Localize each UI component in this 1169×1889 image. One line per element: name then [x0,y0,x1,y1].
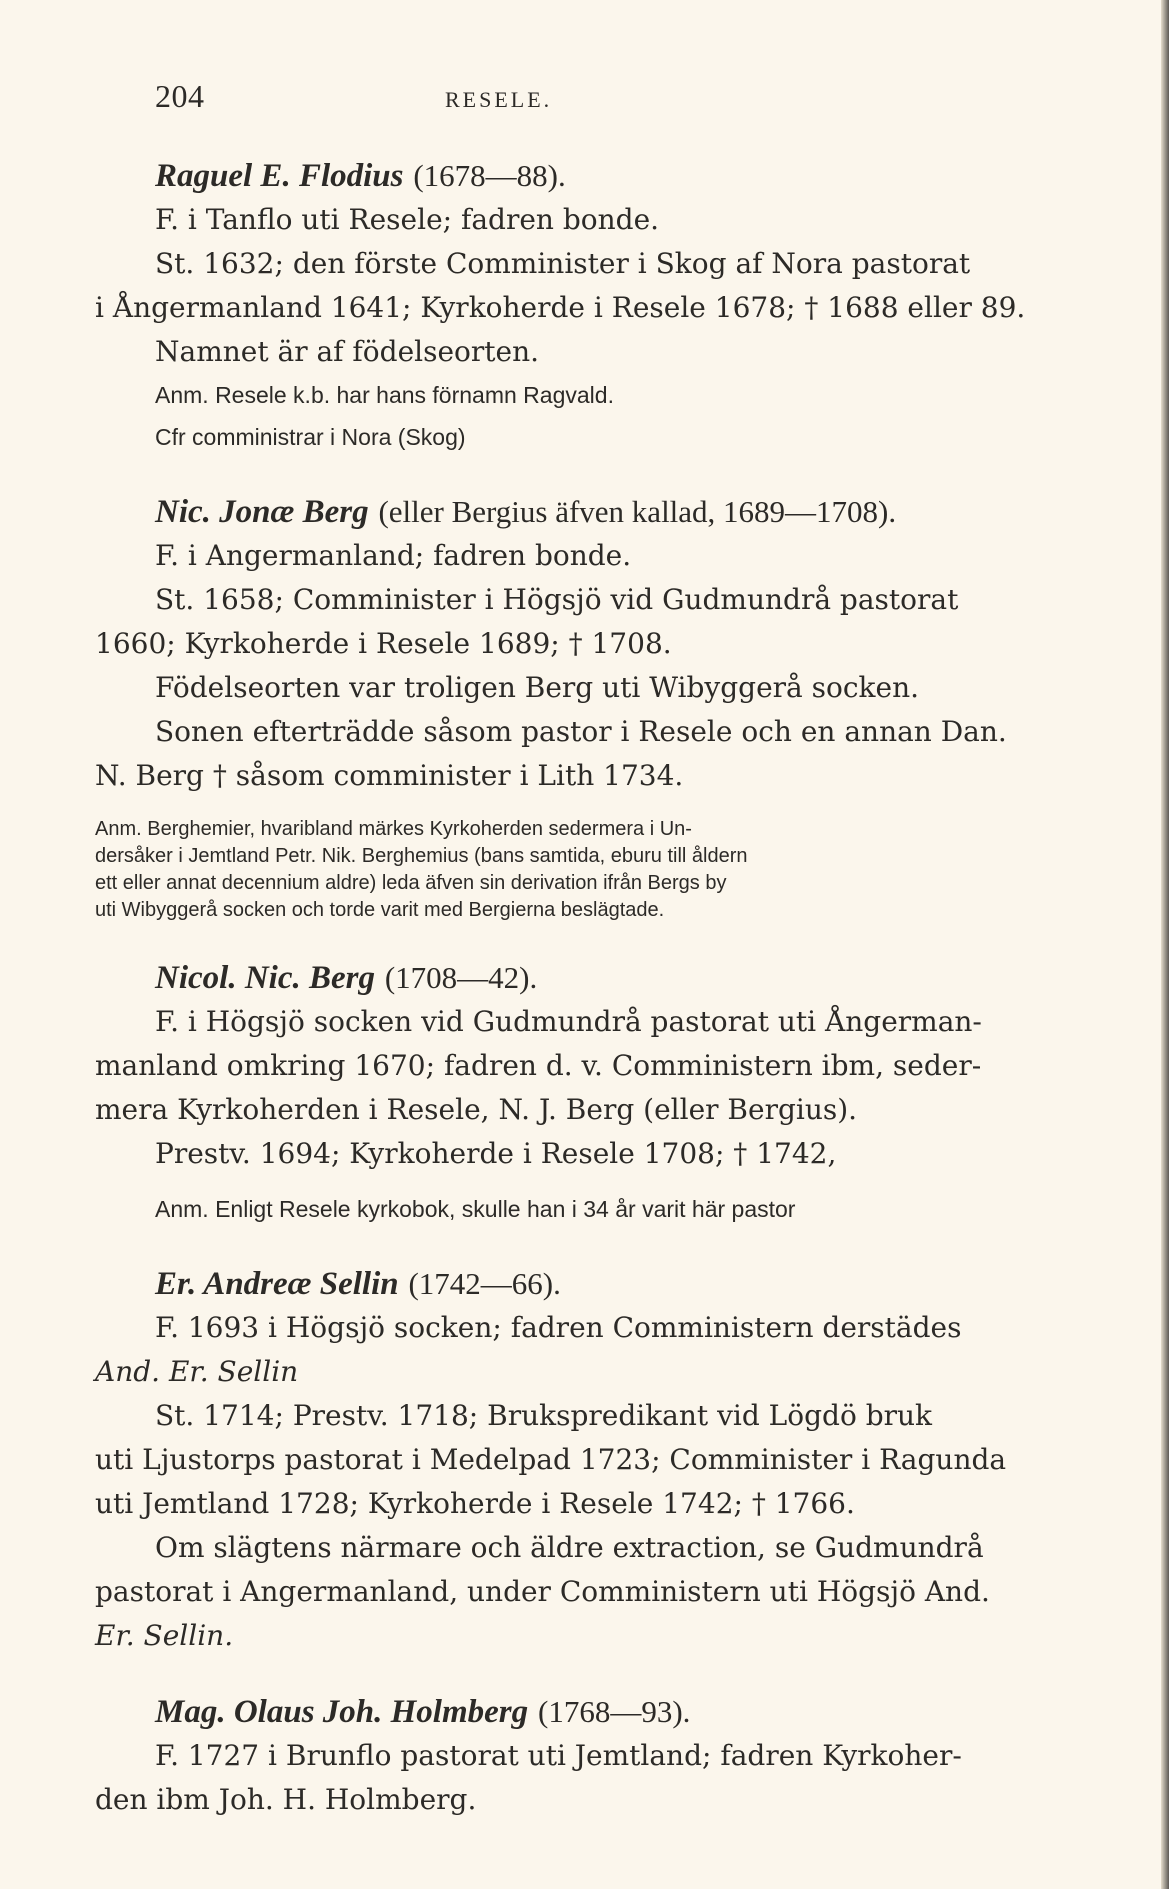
entry-mag [95,1690,1085,1822]
entry-dates: (1678—88). [413,158,566,193]
entry-note: dersåker i Jemtland Petr. Nik. Berghemius (bans samtida, eburu till åldern [95,845,748,867]
entry-line: Er. Sellin. [95,1619,234,1652]
entry-line: F. 1693 i Högsjö socken; fadren Comministern derstädes [155,1311,962,1344]
page-edge-shadow [1161,0,1169,1889]
entry-line: Namnet är af födelseorten. [155,335,540,368]
entry-note: uti Wibyggerå socken och torde varit med Bergierna beslägtade. [95,899,665,921]
entry-line: Prestv. 1694; Kyrkoherde i Resele 1708; † 1742, [155,1137,837,1170]
entry-line: F. i Tanflo uti Resele; fadren bonde. [155,203,660,236]
entry-heading [155,490,1085,534]
entry-name: Nicol. Nic. Berg [155,960,375,996]
book-page [95,78,1085,1854]
entry-line: And. Er. Sellin [95,1355,299,1388]
entry-note: ett eller annat decennium aldre) leda äfven sin derivation ifrån Bergs by [95,872,727,894]
entry-line: den ibm Joh. H. Holmberg. [95,1783,477,1816]
entry-heading [155,154,1085,198]
entry-line: uti Ljustorps pastorat i Medelpad 1723; Comminister i Ragunda [95,1443,1007,1476]
page-number: 204 [155,78,205,114]
entry-line: F. i Högsjö socken vid Gudmundrå pastorat uti Ångerman- [155,1005,982,1038]
entry-heading [155,1262,1085,1306]
entry-dates: (1768—93). [538,1694,691,1729]
entry-line: Födelseorten var troligen Berg uti Wibyggerå socken. [155,671,920,704]
entry-line: pastorat i Angermanland, under Comministern uti Högsjö And. [95,1575,990,1608]
entry-er [95,1262,1085,1658]
entry-raguel [95,154,1085,458]
entry-line: Sonen efterträdde såsom pastor i Resele och en annan Dan. [155,715,1007,748]
entry-heading [155,956,1085,1000]
entry-name: Er. Andreæ Sellin [155,1266,399,1302]
entry-line: St. 1632; den förste Comminister i Skog af Nora pastorat [155,247,971,280]
entry-line: N. Berg † såsom comminister i Lith 1734. [95,759,684,792]
entry-name: Raguel E. Flodius [155,158,404,194]
running-head: RESELE. [445,87,553,112]
entry-line: 1660; Kyrkoherde i Resele 1689; † 1708. [95,627,672,660]
entry-line: F. i Angermanland; fadren bonde. [155,539,632,572]
entry-line: mera Kyrkoherden i Resele, N. J. Berg (eller Bergius). [95,1093,858,1126]
entry-line: i Ångermanland 1641; Kyrkoherde i Resele 1678; † 1688 eller 89. [95,291,1026,324]
entry-dates: (eller Bergius äfven kallad, 1689—1708). [378,494,897,529]
entry-line: St. 1714; Prestv. 1718; Brukspredikant vid Lögdö bruk [155,1399,933,1432]
page-header [95,78,1085,118]
entry-nicol [95,956,1085,1230]
entry-note: Anm. Enligt Resele kyrkobok, skulle han i 34 år varit här pastor [155,1196,796,1222]
entry-nic [95,490,1085,924]
entry-heading [155,1690,1085,1734]
entry-note: Anm. Berghemier, hvaribland märkes Kyrkoherden sedermera i Un- [95,818,692,840]
entry-line: manland omkring 1670; fadren d. v. Comministern ibm, seder- [95,1049,982,1082]
entry-dates: (1742—66). [408,1266,561,1301]
entry-note: Cfr comministrar i Nora (Skog) [155,424,466,450]
entry-dates: (1708—42). [384,960,538,995]
spacer [95,1176,1085,1188]
entry-line: uti Jemtland 1728; Kyrkoherde i Resele 1742; † 1766. [95,1487,855,1520]
entry-line: Om slägtens närmare och äldre extraction, se Gudmundrå [155,1531,984,1564]
entry-name: Mag. Olaus Joh. Holmberg [155,1694,529,1730]
entry-name: Nic. Jonæ Berg [155,494,369,530]
entry-note: Anm. Resele k.b. har hans förnamn Ragvald. [155,382,614,408]
entry-line: F. 1727 i Brunflo pastorat uti Jemtland; fadren Kyrkoher- [155,1739,962,1772]
entry-line: St. 1658; Comminister i Högsjö vid Gudmundrå pastorat [155,583,959,616]
